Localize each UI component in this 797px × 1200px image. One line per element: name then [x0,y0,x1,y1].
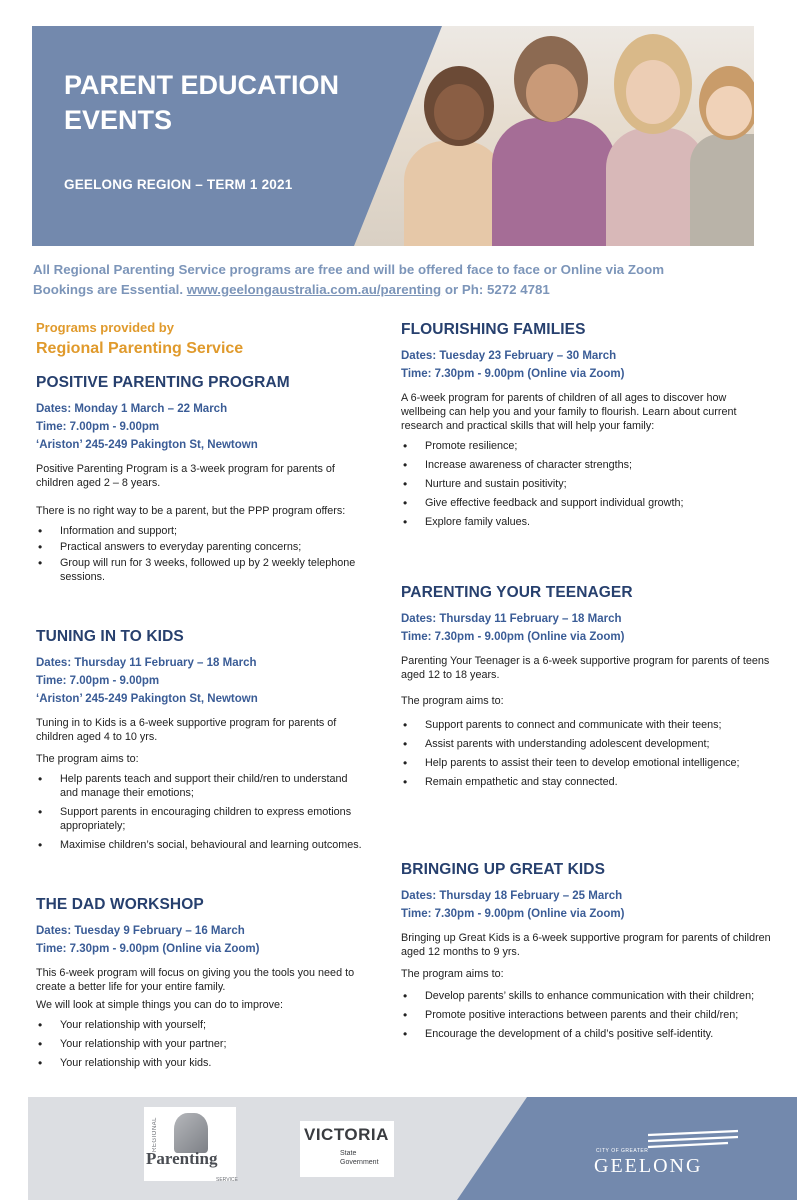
logo-text-city-of-greater: CITY OF GREATER [596,1148,649,1154]
list-item: • Practical answers to everyday parenting concerns; [36,540,366,554]
bullet-list [36,524,366,584]
geelong-waves-icon [648,1129,738,1153]
list-item: • Promote resilience; [401,439,771,453]
list-item: • Remain empathetic and stay connected. [401,775,771,789]
section-description-2: The program aims to: [401,695,504,707]
section-description: A 6-week program for parents of children of all ages to discover how wellbeing can help you and your family to flourish. Learn about current research and practical skills that will help your family: [401,392,737,432]
section-description: Bringing up Great Kids is a 6-week supportive program for parents of children aged 12 months to 9 yrs. [401,932,771,958]
section-description: This 6-week program will focus on giving you the tools you need to create a better life for your entire family. [36,967,355,993]
logo-text-regional: REGIONAL [152,1117,158,1153]
section-title: POSITIVE PARENTING PROGRAM [36,374,290,391]
list-item: • Your relationship with your partner; [36,1037,366,1051]
section-location: ‘Ariston’ 245-249 Pakington St, Newtown [36,693,258,705]
section-description-2: The program aims to: [36,753,139,765]
section-flourishing-families [401,321,771,534]
section-bringing-up-great-kids [401,861,771,1046]
list-item: • Increase awareness of character strengths; [401,458,771,472]
provided-by-label: Programs provided by [36,320,174,335]
page-title: PARENT EDUCATION EVENTS [64,70,339,135]
footer-logos [28,1097,797,1200]
logo-text-state-government: State Government [340,1150,379,1166]
header-banner [32,26,754,246]
list-item: • Nurture and sustain positivity; [401,477,771,491]
section-location: ‘Ariston’ 245-249 Pakington St, Newtown [36,439,258,451]
section-time: Time: 7.00pm - 9.00pm [36,675,160,687]
section-title: FLOURISHING FAMILIES [401,321,586,338]
list-item: • Information and support; [36,524,366,538]
section-dates: Dates: Thursday 11 February – 18 March [401,613,622,625]
section-time: Time: 7.30pm - 9.00pm (Online via Zoom) [401,908,625,920]
section-description: Parenting Your Teenager is a 6-week supportive program for parents of teens aged 12 to 18 years. [401,655,770,681]
list-item: • Support parents to connect and communicate with their teens; [401,718,771,732]
section-title: PARENTING YOUR TEENAGER [401,584,633,601]
bullet-list [36,1018,366,1070]
logo-text-victoria: VICTORIA [304,1125,389,1144]
section-dates: Dates: Monday 1 March – 22 March [36,403,228,415]
intro-bookings: Bookings are Essential. [33,282,187,297]
intro-phone: or Ph: 5272 4781 [441,282,550,297]
logo-text-parenting: Parenting [146,1149,218,1168]
children-photo [354,26,754,246]
list-item: • Maximise children’s social, behavioural and learning outcomes. [36,838,366,852]
list-item: • Give effective feedback and support individual growth; [401,496,771,510]
page-subtitle: GEELONG REGION – TERM 1 2021 [64,177,293,192]
list-item: • Help parents to assist their teen to develop emotional intelligence; [401,756,771,770]
section-description-2: We will look at simple things you can do to improve: [36,999,284,1011]
section-time: Time: 7.30pm - 9.00pm (Online via Zoom) [401,631,625,643]
section-meta [401,610,771,646]
section-dates: Dates: Tuesday 9 February – 16 March [36,925,245,937]
section-dad-workshop [36,896,366,1075]
section-time: Time: 7.00pm - 9.00pm [36,421,160,433]
list-item: • Your relationship with yourself; [36,1018,366,1032]
provider-name: Regional Parenting Service [36,340,244,357]
intro-line-1: All Regional Parenting Service programs are free and will be offered face to face or Online via Zoom [33,262,665,277]
section-title: TUNING IN TO KIDS [36,628,184,645]
section-description: Tuning in to Kids is a 6-week supportive program for parents of children aged 4 to 10 yrs. [36,717,337,743]
section-meta [401,347,771,383]
section-positive-parenting [36,374,366,586]
list-item: • Encourage the development of a child’s positive self-identity. [401,1027,771,1041]
section-time: Time: 7.30pm - 9.00pm (Online via Zoom) [401,368,625,380]
list-item: • Promote positive interactions between parents and their child/ren; [401,1008,771,1022]
section-meta [36,400,366,454]
section-meta [401,887,771,923]
section-title: THE DAD WORKSHOP [36,896,204,913]
bullet-list [36,772,366,852]
intro-line-2 [33,280,773,300]
victoria-government-logo [300,1121,394,1177]
section-meta [36,654,366,708]
bullet-list [401,718,771,789]
section-dates: Dates: Tuesday 23 February – 30 March [401,350,617,362]
section-dates: Dates: Thursday 11 February – 18 March [36,657,257,669]
list-item: • Support parents in encouraging children to express emotions appropriately; [36,805,366,833]
list-item: • Your relationship with your kids. [36,1056,366,1070]
section-tuning-in-to-kids [36,628,366,857]
section-time: Time: 7.30pm - 9.00pm (Online via Zoom) [36,943,260,955]
logo-text-service: SERVICE [216,1177,238,1183]
section-title: BRINGING UP GREAT KIDS [401,861,606,878]
list-item: • Explore family values. [401,515,771,529]
section-meta [36,922,366,958]
section-description-2: The program aims to: [401,968,504,980]
section-dates: Dates: Thursday 18 February – 25 March [401,890,623,902]
parenting-link[interactable]: www.geelongaustralia.com.au/parenting [186,282,442,297]
section-parenting-your-teenager [401,584,771,794]
list-item: • Help parents teach and support their child/ren to understand and manage their emotions; [36,772,366,800]
city-of-greater-geelong-logo: GEELONG [594,1155,703,1177]
list-item: • Develop parents’ skills to enhance communication with their children; [401,989,771,1003]
list-item: • Assist parents with understanding adolescent development; [401,737,771,751]
section-description: Positive Parenting Program is a 3-week program for parents of children aged 2 – 8 years. [36,463,335,489]
regional-parenting-service-logo [144,1107,236,1181]
section-description-2: There is no right way to be a parent, but the PPP program offers: [36,505,346,517]
bullet-list [401,439,771,529]
family-figure-icon [174,1113,208,1153]
intro-text [33,260,773,300]
bullet-list [401,989,771,1041]
list-item: • Group will run for 3 weeks, followed up by 2 weekly telephone sessions. [36,556,366,584]
